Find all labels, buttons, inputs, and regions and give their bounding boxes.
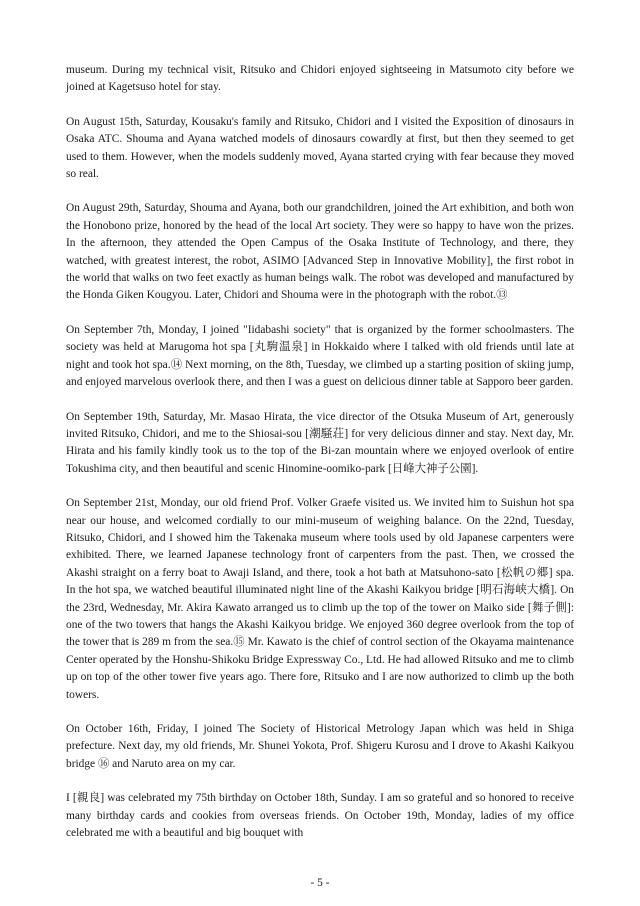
paragraph-volker-graefe-visit: On September 21st, Monday, our old friend Prof. Volker Graefe visited us. We invited him to Suishun hot spa near our house, and welcomed cordially to our mini-museum of weighing balance. On the 22nd, Tuesday, Ritsuko, Chidori, and I showed him the Takenaka museum where tools used by old Japanese carpenters were exhibited. There, we learned Japanese technology front of carpenters from the past. Then, we crossed the Akashi straight on a ferry boat to Awaji Island, and there, took a hot bath at Matsuhono-sato [松帆の郷] spa. In the hot spa, we watched beautiful illuminated night line of the Akashi Kaikyou bridge [明石海峡大橋]. On the 23rd, Wednesday, Mr. Akira Kawato arranged us to climb up the top of the tower on Maiko side [舞子側]: one of the two towers that hangs the Akashi Kaikyou bridge. We enjoyed 360 degree overlook from the top of the tower that is 289 m from the sea.⑮ Mr. Kawato is the chief of control section of the Okayama maintenance Center operated by the Honshu-Shikoku Bridge Expressway Co., Ltd. He had allowed Ritsuko and me to climb up on top of the other tower five years ago. There fore, Ritsuko and I are now authorized to climb up the both towers.	[66, 497, 574, 701]
paragraph-otsuka-museum: On September 19th, Saturday, Mr. Masao Hirata, the vice director of the Otsuka Museum of Art, generously invited Ritsuko, Chidori, and me to the Shiosai-sou [潮騒荘] for very delicious dinner and stay. Next day, Mr. Hirata and his family kindly took us to the top of the Bi-zan mountain where we enjoyed overlook of entire Tokushima city, and then beautiful and scenic Hinomine-oomiko-park [日峰大神子公園].	[66, 410, 574, 475]
paragraph-metrology-society: On October 16th, Friday, I joined The Society of Historical Metrology Japan which was held in Shiga prefecture. Next day, my old friends, Mr. Shunei Yokota, Prof. Shigeru Kurosu and I drove to Akashi Kaikyou bridge ⑯ and Naruto area on my car.	[66, 723, 574, 770]
paragraph-75th-birthday: I [親良] was celebrated my 75th birthday on October 18th, Sunday. I am so grateful and so honored to receive many birthday cards and cookies from overseas friends. On October 19th, Monday, ladies of my office celebrated me with a beautiful and big bouquet with	[66, 792, 574, 840]
paragraph-art-exhibition-asimo: On August 29th, Saturday, Shouma and Ayana, both our grandchildren, joined the Art exhibition, and both won the Honobono prize, honored by the head of the local Art society. They were so happy to have won the prizes. In the afternoon, they attended the Open Campus of the Osaka Institute of Technology, and there, they watched, with greatest interest, the robot, ASIMO [Advanced Step in Innovative Mobility], the first robot in the world that walks on two feet exactly as human beings walk. The robot was developed and manufactured by the Honda Giken Kougyou. Later, Chidori and Shouma were in the photograph with the robot.⑬	[66, 202, 574, 302]
document-body	[66, 62, 574, 859]
paragraph-dinosaur-exposition: On August 15th, Saturday, Kousaku's family and Ritsuko, Chidori and I visited the Exposition of dinosaurs in Osaka ATC. Shouma and Ayana watched models of dinosaurs cowardly at first, but then they seemed to get used to them. However, when the models suddenly moved, Ayana started crying with fear because they moved so real.	[66, 115, 574, 181]
paragraph-museum-visit: museum. During my technical visit, Ritsuko and Chidori enjoyed sightseeing in Matsumoto city before we joined at Kagetsuso hotel for stay.	[66, 64, 574, 94]
page-number: - 5 -	[310, 877, 330, 889]
paragraph-iidabashi-society: On September 7th, Monday, I joined "Iidabashi society" that is organized by the former schoolmasters. The society was held at Marugoma hot spa [丸駒温泉] in Hokkaido where I talked with old friends until late at night and took hot spa.⑭ Next morning, on the 8th, Tuesday, we climbed up a starting position of skiing jump, and enjoyed marvelous overlook there, and then I was a guest on delicious dinner table at Sapporo beer garden.	[66, 323, 574, 389]
